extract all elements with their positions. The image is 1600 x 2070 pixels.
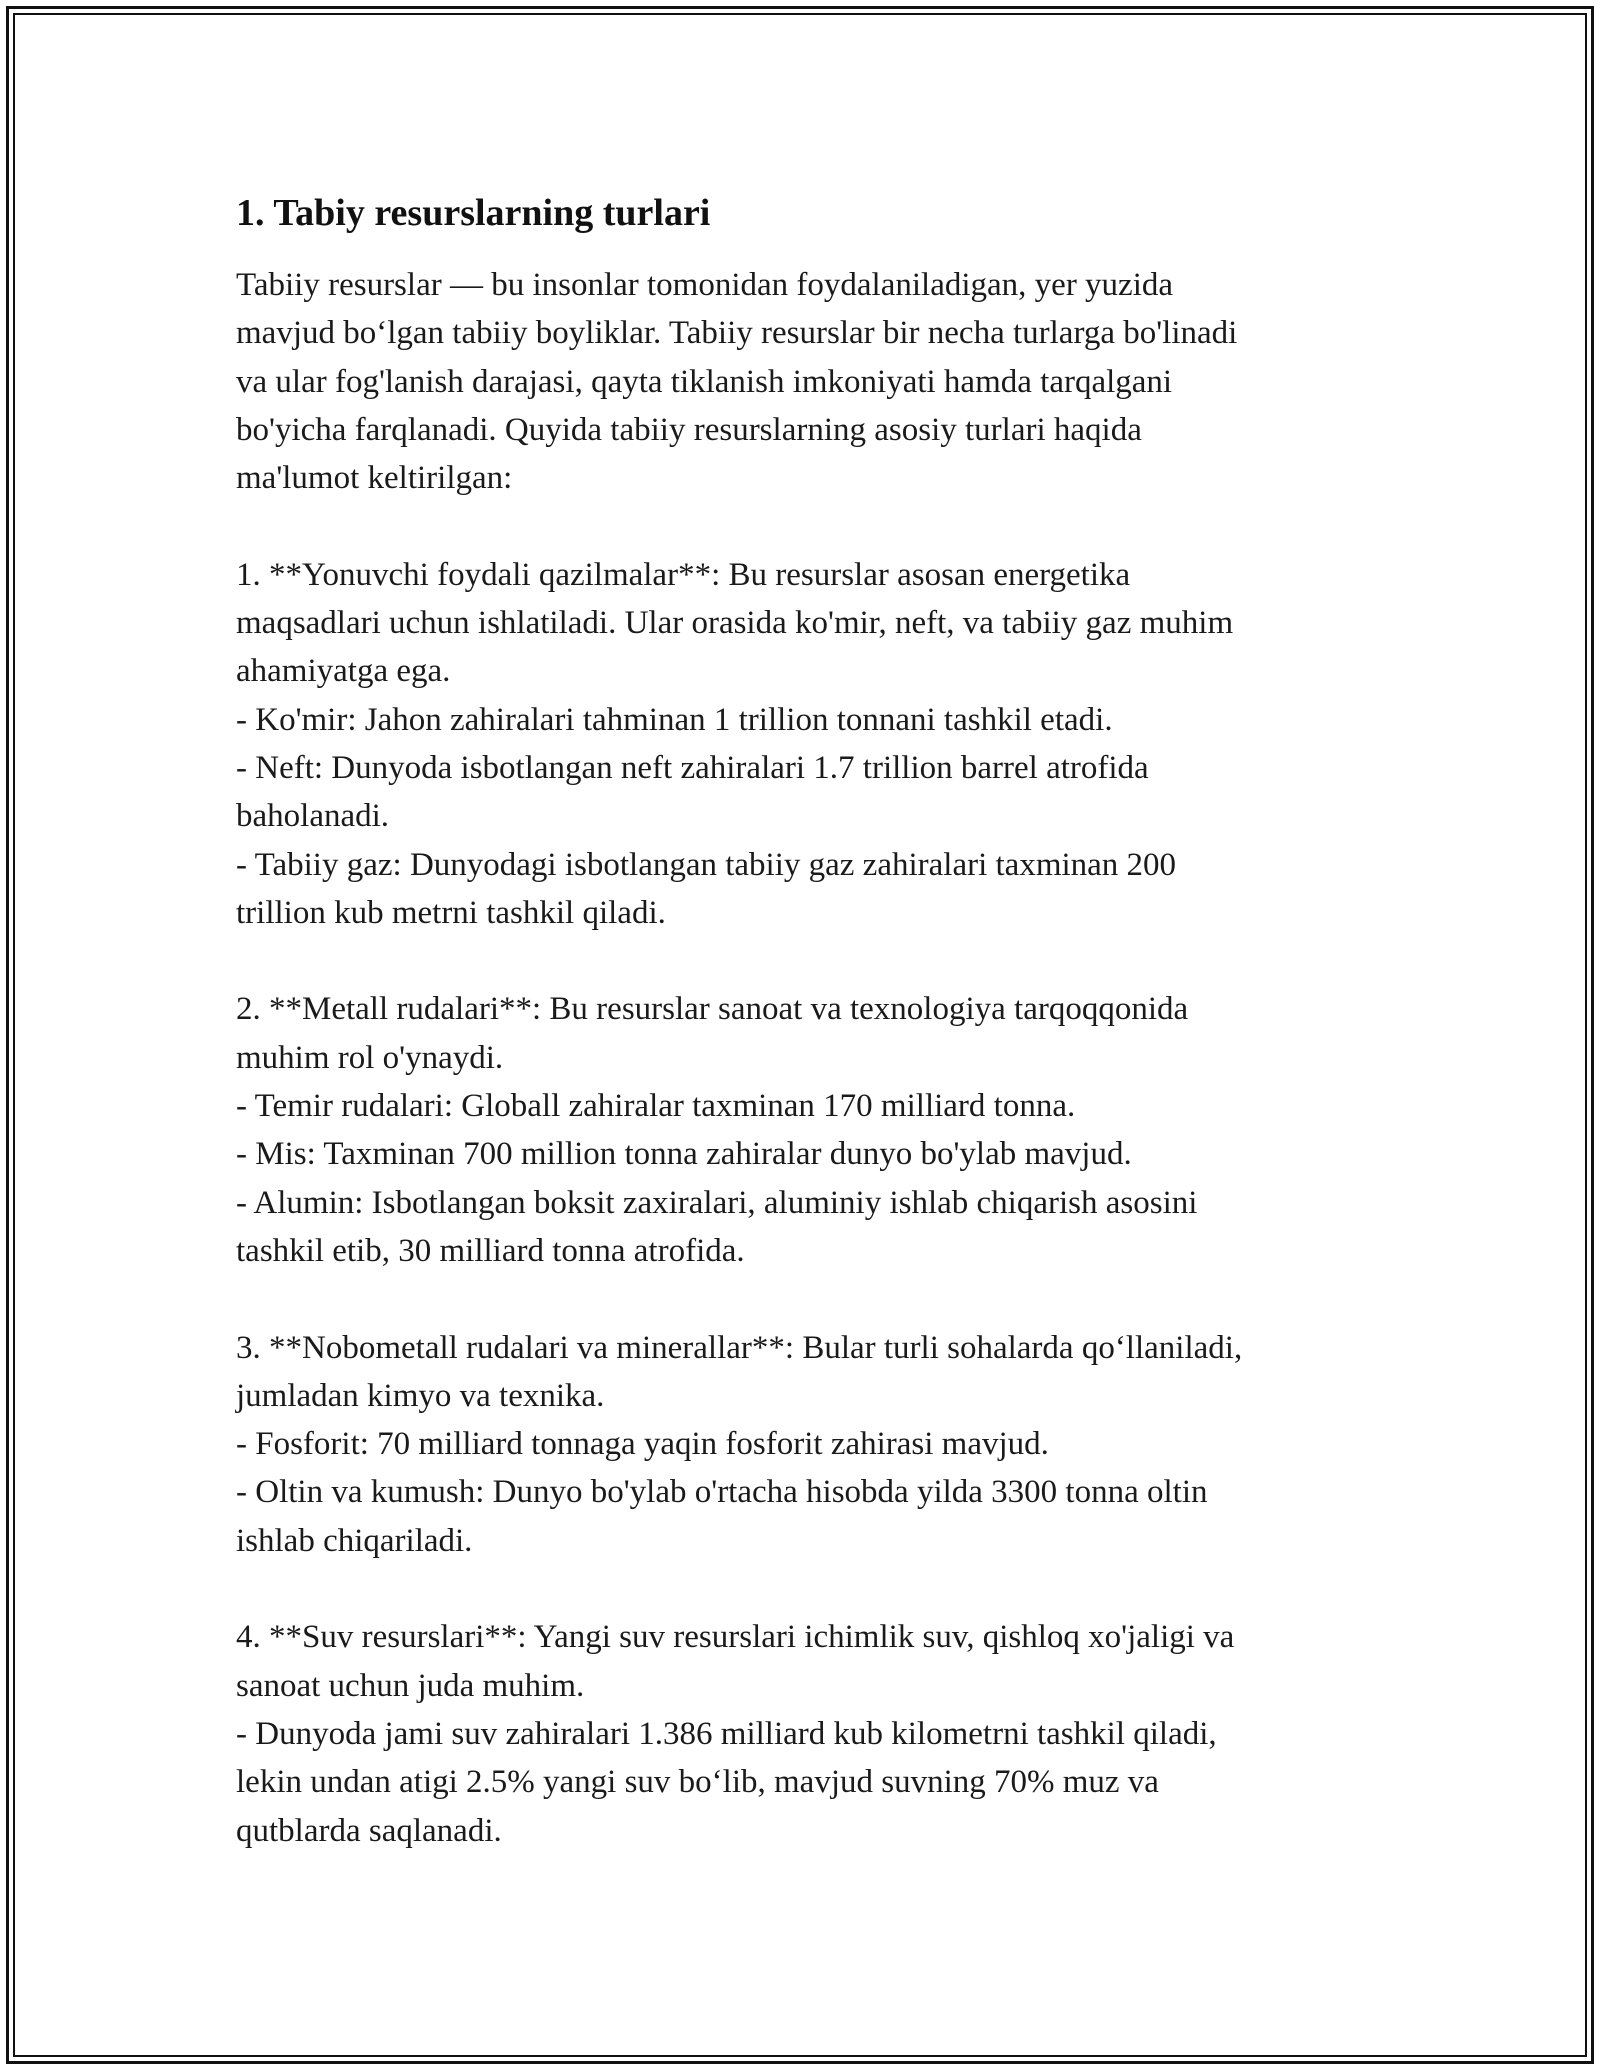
section-nonmetal-ores: 3. **Nobometall rudalari va minerallar**: Bular turli sohalarda qo‘llaniladi, jumladan kimyo va texnika. - Fosforit: 70 milliard tonnaga yaqin fosforit zahirasi mavjud. - Oltin va kumush: Dunyo bo'ylab o'rtacha hisobda yilda 3300 tonna oltin ishlab chiqariladi. xyxy=(236,1329,1243,1559)
paragraph-gap xyxy=(236,1275,1366,1323)
document-title: 1. Tabiy resurslarning turlari xyxy=(236,192,711,234)
intro-paragraph: Tabiiy resurslar — bu insonlar tomonidan foydalaniladigan, yer yuzida mavjud bo‘lgan tabiiy boyliklar. Tabiiy resurslar bir necha turlarga bo'linadi va ular fog'lanish darajasi, qayta tiklanish imkoniyati hamda tarqalgani bo'yicha farqlanadi. Quyida tabiiy resurslarning asosiy turlari haqida ma'lumot keltirilgan: xyxy=(236,267,1238,497)
section-water-resources: 4. **Suv resurslari**: Yangi suv resurslari ichimlik suv, qishloq xo'jaligi va sanoat uchun juda muhim. - Dunyoda jami suv zahiralari 1.386 milliard kub kilometrni tashkil qiladi, lekin undan atigi 2.5% yangi suv bo‘lib, mavjud suvning 70% muz va qutblarda saqlanadi. xyxy=(236,1619,1235,1849)
section-metal-ores: 2. **Metall rudalari**: Bu resurslar sanoat va texnologiya tarqoqqonida muhim rol o'ynaydi. - Temir rudalari: Globall zahiralar taxminan 170 milliard tonna. - Mis: Taxminan 700 million tonna zahiralar dunyo bo'ylab mavjud. - Alumin: Isbotlangan boksit zaxiralari, aluminiy ishlab chiqarish asosini tashkil etib, 30 milliard tonna atrofida. xyxy=(236,991,1198,1269)
document-body xyxy=(236,185,1366,1855)
paragraph-gap xyxy=(236,937,1366,985)
paragraph-gap xyxy=(236,1565,1366,1613)
paragraph-gap xyxy=(236,502,1366,550)
section-fuel-minerals: 1. **Yonuvchi foydali qazilmalar**: Bu resurslar asosan energetika maqsadlari uchun ishlatiladi. Ular orasida ko'mir, neft, va tabiiy gaz muhim ahamiyatga ega. - Ko'mir: Jahon zahiralari tahminan 1 trillion tonnani tashkil etadi. - Neft: Dunyoda isbotlangan neft zahiralari 1.7 trillion barrel atrofida baholanadi. - Tabiiy gaz: Dunyodagi isbotlangan tabiiy gaz zahiralari taxminan 200 trillion kub metrni tashkil qiladi. xyxy=(236,556,1234,931)
